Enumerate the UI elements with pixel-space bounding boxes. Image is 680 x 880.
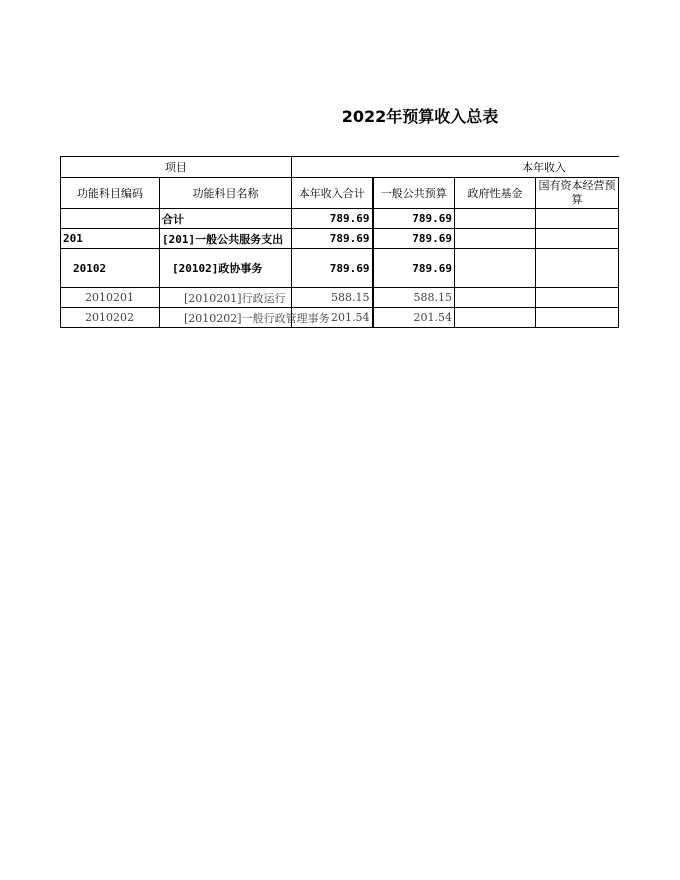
cell-fund (455, 229, 536, 249)
header-state-capital: 国有资本经营预算 (536, 178, 619, 209)
header-row-columns (61, 178, 619, 209)
cell-total: 789.69 (292, 209, 373, 229)
cell-state (536, 209, 619, 229)
cell-general: 201.54 (373, 308, 455, 328)
cell-code: 2010201 (61, 288, 160, 308)
header-project: 项目 (61, 157, 292, 178)
table-row (61, 249, 619, 288)
cell-code: 20102 (61, 249, 160, 288)
cell-name: [2010201]行政运行 (160, 288, 292, 308)
cell-name: [2010202]一般行政管理事务 (160, 308, 292, 328)
cell-code: 201 (61, 229, 160, 249)
cell-total: 588.15 (292, 288, 373, 308)
header-income-total: 本年收入合计 (292, 178, 373, 209)
cell-general: 789.69 (373, 249, 455, 288)
header-current-income: 本年收入 (292, 157, 619, 178)
header-gov-fund: 政府性基金 (455, 178, 536, 209)
cell-fund (455, 249, 536, 288)
cell-total: 201.54 (292, 308, 373, 328)
table-row (61, 288, 619, 308)
cell-name: [201]一般公共服务支出 (160, 229, 292, 249)
header-general-budget: 一般公共预算 (373, 178, 455, 209)
cell-fund (455, 308, 536, 328)
cell-name: [20102]政协事务 (160, 249, 292, 288)
cell-fund (455, 288, 536, 308)
cell-state (536, 308, 619, 328)
cell-total: 789.69 (292, 249, 373, 288)
cell-name: 合计 (160, 209, 292, 229)
cell-general: 588.15 (373, 288, 455, 308)
table-row (61, 229, 619, 249)
cell-state (536, 249, 619, 288)
cell-state (536, 229, 619, 249)
cell-state (536, 288, 619, 308)
table-row (61, 209, 619, 229)
page-title: 2022年预算收入总表 (341, 107, 499, 126)
cell-total: 789.69 (292, 229, 373, 249)
header-row-group (61, 157, 619, 178)
table-row (61, 308, 619, 328)
cell-code (61, 209, 160, 229)
cell-general: 789.69 (373, 229, 455, 249)
cell-code: 2010202 (61, 308, 160, 328)
header-func-code: 功能科目编码 (61, 178, 160, 209)
cell-general: 789.69 (373, 209, 455, 229)
header-func-name: 功能科目名称 (160, 178, 292, 209)
cell-fund (455, 209, 536, 229)
budget-income-table (60, 156, 619, 328)
